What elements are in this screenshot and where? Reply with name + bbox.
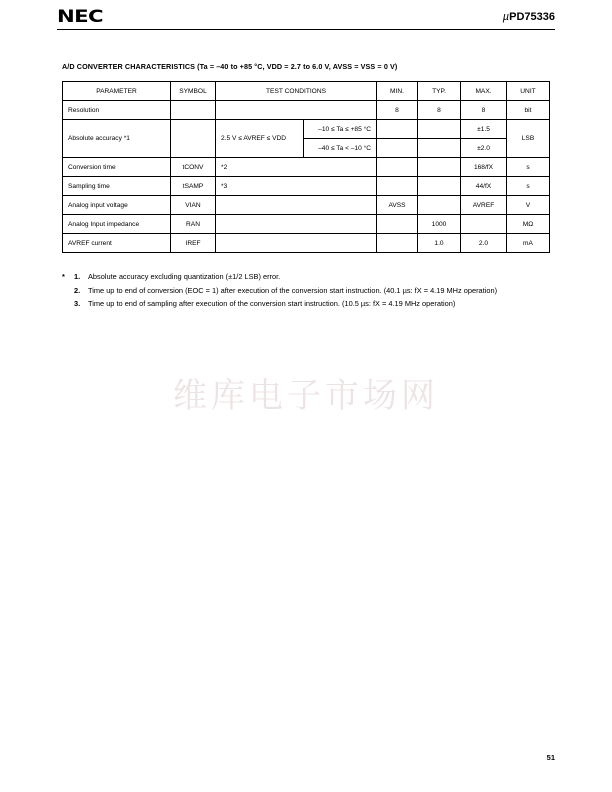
watermark: 维库电子市场网 bbox=[173, 376, 439, 416]
header-test-conditions: TEST CONDITIONS bbox=[216, 82, 377, 101]
condition-cell: *3 bbox=[216, 177, 377, 196]
page-number: 51 bbox=[546, 753, 555, 762]
max-cell: 168/fX bbox=[461, 158, 507, 177]
section-title: A/D CONVERTER CHARACTERISTICS (Ta = –40 to +85 °C, VDD = 2.7 to 6.0 V, AVSS = VSS = 0 V) bbox=[62, 62, 398, 71]
param-cell: Sampling time bbox=[63, 177, 171, 196]
unit-cell: bit bbox=[507, 101, 550, 120]
footnote-number: 3. bbox=[74, 299, 81, 308]
table-row bbox=[63, 177, 550, 196]
max-cell: ±2.0 bbox=[461, 139, 507, 158]
symbol-cell: IREF bbox=[171, 234, 216, 253]
min-cell: AVSS bbox=[377, 196, 418, 215]
min-cell: 8 bbox=[377, 101, 418, 120]
footnote-number: 1. bbox=[74, 272, 81, 281]
typ-cell: 8 bbox=[418, 101, 461, 120]
table-row bbox=[63, 215, 550, 234]
unit-cell: V bbox=[507, 196, 550, 215]
unit-cell: mA bbox=[507, 234, 550, 253]
footnote-text: Time up to end of conversion (EOC = 1) after execution of the conversion start instruction. (40.1 µs: fX = 4.19 MHz operation) bbox=[88, 285, 498, 295]
footnotes bbox=[62, 271, 552, 312]
header-rule bbox=[57, 29, 555, 30]
subcondition-cell: –40 ≤ Ta < –10 °C bbox=[304, 139, 377, 158]
max-cell: 8 bbox=[461, 101, 507, 120]
param-cell: Conversion time bbox=[63, 158, 171, 177]
part-number bbox=[503, 11, 555, 23]
footnote-2 bbox=[62, 285, 552, 298]
param-cell: AVREF current bbox=[63, 234, 171, 253]
param-cell: Analog Input impedance bbox=[63, 215, 171, 234]
symbol-cell: VIAN bbox=[171, 196, 216, 215]
footnote-1 bbox=[62, 271, 552, 284]
param-cell: Analog input voltage bbox=[63, 196, 171, 215]
nec-logo: NEC bbox=[57, 7, 104, 27]
condition-cell: 2.5 V ≤ AVREF ≤ VDD bbox=[216, 120, 304, 158]
max-cell: ±1.5 bbox=[461, 120, 507, 139]
min-cell bbox=[377, 234, 418, 253]
table-row bbox=[63, 101, 550, 120]
typ-cell: 1000 bbox=[418, 215, 461, 234]
table-row bbox=[63, 158, 550, 177]
adc-characteristics-table bbox=[62, 81, 550, 253]
max-cell: 2.0 bbox=[461, 234, 507, 253]
header-typ: TYP. bbox=[418, 82, 461, 101]
part-number-text: PD75336 bbox=[509, 11, 555, 23]
footnote-text: Absolute accuracy excluding quantization (±1/2 LSB) error. bbox=[88, 272, 281, 281]
footnote-star: * bbox=[62, 272, 65, 281]
symbol-cell: tCONV bbox=[171, 158, 216, 177]
header-max: MAX. bbox=[461, 82, 507, 101]
param-cell: Resolution bbox=[63, 101, 171, 120]
footnote-3 bbox=[62, 298, 552, 311]
part-prefix: µ bbox=[502, 11, 510, 23]
symbol-cell: tSAMP bbox=[171, 177, 216, 196]
table-row bbox=[63, 234, 550, 253]
symbol-cell: RAN bbox=[171, 215, 216, 234]
footnote-number: 2. bbox=[74, 285, 81, 295]
header-symbol: SYMBOL bbox=[171, 82, 216, 101]
param-cell: Absolute accuracy *1 bbox=[63, 120, 171, 158]
max-cell: AVREF bbox=[461, 196, 507, 215]
table-row bbox=[63, 196, 550, 215]
footnote-text: Time up to end of sampling after execution of the conversion start instruction. (10.5 µs: fX = 4.19 MHz operation) bbox=[88, 299, 456, 308]
header-parameter: PARAMETER bbox=[63, 82, 171, 101]
unit-cell: s bbox=[507, 158, 550, 177]
condition-cell: *2 bbox=[216, 158, 377, 177]
unit-cell: MΩ bbox=[507, 215, 550, 234]
typ-cell: 1.0 bbox=[418, 234, 461, 253]
header-min: MIN. bbox=[377, 82, 418, 101]
header-unit: UNIT bbox=[507, 82, 550, 101]
unit-cell: s bbox=[507, 177, 550, 196]
max-cell: 44/fX bbox=[461, 177, 507, 196]
table-row bbox=[63, 120, 550, 139]
unit-cell: LSB bbox=[507, 120, 550, 158]
subcondition-cell: –10 ≤ Ta ≤ +85 °C bbox=[304, 120, 377, 139]
table-header-row bbox=[63, 82, 550, 101]
